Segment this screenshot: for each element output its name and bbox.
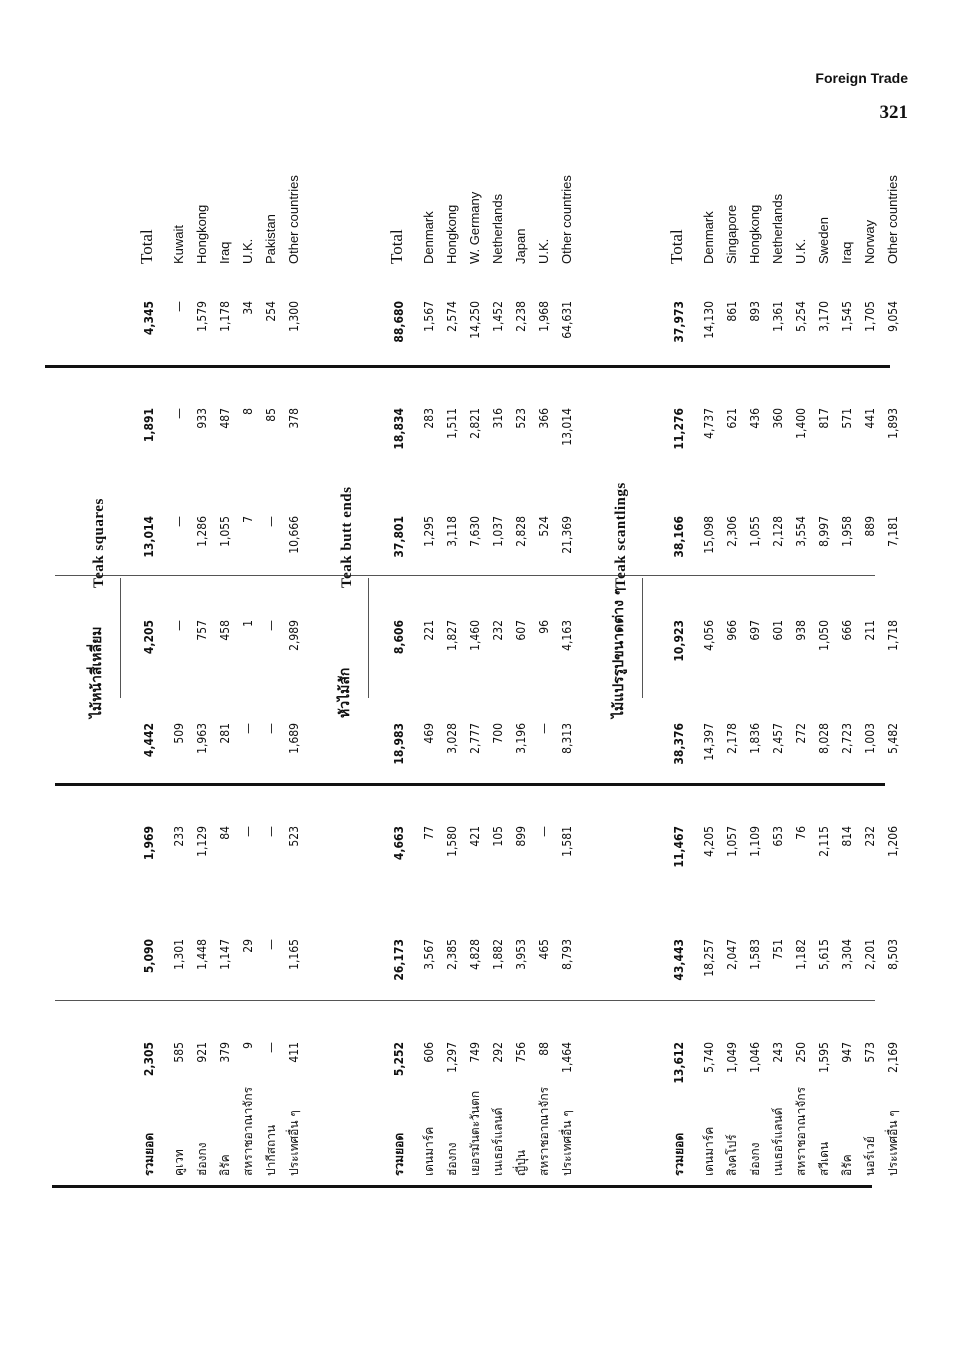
country-name-th: เยอรมันตะวันตก xyxy=(468,1090,482,1176)
total-value: 13,014 xyxy=(142,516,156,558)
table-cell-value: 1,511 xyxy=(445,408,459,439)
country-name-th: สหราชอาณาจักร xyxy=(241,1086,255,1176)
table-cell-value: 1,968 xyxy=(537,301,551,332)
section-title-en: Teak butt ends xyxy=(339,486,355,588)
table-cell-value: 211 xyxy=(863,620,877,641)
table-cell-value: 232 xyxy=(863,826,877,847)
table-cell-value: 817 xyxy=(817,408,831,429)
country-name-th: สหราชอาณาจักร xyxy=(794,1086,808,1176)
table-cell-value: 76 xyxy=(794,826,808,840)
table-cell-value: 7 xyxy=(241,516,255,523)
table-cell-value: 1,037 xyxy=(491,516,505,547)
table-cell-value: 1,583 xyxy=(748,939,762,970)
total-value: 4,663 xyxy=(392,826,406,861)
table-cell-value: 933 xyxy=(195,408,209,429)
table-cell-value: 3,196 xyxy=(514,723,528,754)
table-cell-value: 105 xyxy=(491,826,505,847)
table-cell-value: 1,705 xyxy=(863,301,877,332)
table-cell-value: 5,482 xyxy=(886,723,900,754)
country-name-en: Iraq xyxy=(217,241,232,264)
table-cell-value: 1,049 xyxy=(725,1042,739,1073)
table-cell-value: 1,581 xyxy=(560,826,574,857)
table-cell-value: 861 xyxy=(725,301,739,322)
country-name-en: Netherlands xyxy=(490,193,505,264)
country-name-th: ฮ่องกง xyxy=(195,1142,209,1176)
total-label-en: Total xyxy=(387,229,406,264)
table-cell-value: 272 xyxy=(794,723,808,744)
country-name-th: สหราชอาณาจักร xyxy=(537,1086,551,1176)
country-name-en: Singapore xyxy=(724,204,739,264)
table-cell-value: 4,828 xyxy=(468,939,482,970)
country-name-en: U.K. xyxy=(240,238,255,264)
table-cell-value: 2,238 xyxy=(514,301,528,332)
country-name-en: Denmark xyxy=(421,211,436,264)
table-cell-value: 1,361 xyxy=(771,301,785,332)
total-value: 11,467 xyxy=(672,826,686,868)
table-cell-value: 281 xyxy=(218,723,232,744)
table-cell-value: 523 xyxy=(514,408,528,429)
table-cell-value: 1,055 xyxy=(748,516,762,547)
table-cell-value: 436 xyxy=(748,408,762,429)
table-cell-value: 889 xyxy=(863,516,877,537)
table-cell-value: 1,958 xyxy=(840,516,854,547)
table-cell-value: 2,821 xyxy=(468,408,482,439)
table-cell-value: 85 xyxy=(264,408,278,422)
table-cell-value: 8 xyxy=(241,408,255,415)
table-cell-value: 465 xyxy=(537,939,551,960)
table-cell-value: — xyxy=(264,826,278,837)
section-title-th: ไม้หน้าสี่เหลี่ยม xyxy=(89,626,105,718)
table-cell-value: 250 xyxy=(794,1042,808,1063)
total-label-en: Total xyxy=(137,229,156,264)
table-cell-value: 666 xyxy=(840,620,854,641)
table-cell-value: 84 xyxy=(218,826,232,840)
total-label-en: Total xyxy=(667,229,686,264)
table-cell-value: 2,115 xyxy=(817,826,831,857)
table-cell-value: 3,304 xyxy=(840,939,854,970)
table-cell-value: 5,615 xyxy=(817,939,831,970)
table-cell-value: — xyxy=(172,408,186,419)
total-value: 88,680 xyxy=(392,301,406,343)
total-value: 1,891 xyxy=(142,408,156,443)
table-cell-value: 21,369 xyxy=(560,516,574,554)
table-cell-value: 378 xyxy=(287,408,301,429)
section-title-rule xyxy=(120,578,121,698)
table-cell-value: 1,046 xyxy=(748,1042,762,1073)
table-cell-value: 893 xyxy=(748,301,762,322)
table-cell-value: 8,503 xyxy=(886,939,900,970)
table-cell-value: 2,723 xyxy=(840,723,854,754)
total-value: 38,166 xyxy=(672,516,686,558)
table-cell-value: 751 xyxy=(771,939,785,960)
table-cell-value: 1,545 xyxy=(840,301,854,332)
table-cell-value: 221 xyxy=(422,620,436,641)
table-cell-value: 366 xyxy=(537,408,551,429)
table-cell-value: 966 xyxy=(725,620,739,641)
total-value: 1,969 xyxy=(142,826,156,861)
table-cell-value: 1,882 xyxy=(491,939,505,970)
table-cell-value: 571 xyxy=(840,408,854,429)
table-cell-value: 29 xyxy=(241,939,255,953)
table-cell-value: 1,718 xyxy=(886,620,900,651)
table-cell-value: 2,169 xyxy=(886,1042,900,1073)
section-header: Foreign Trade xyxy=(815,70,908,86)
table-cell-value: 1,206 xyxy=(886,826,900,857)
total-value: 37,801 xyxy=(392,516,406,558)
table-cell-value: 1,689 xyxy=(287,723,301,754)
table-cell-value: 254 xyxy=(264,301,278,322)
table-cell-value: 601 xyxy=(771,620,785,641)
country-name-en: Other countries xyxy=(885,175,900,264)
country-name-en: Netherlands xyxy=(770,193,785,264)
table-cell-value: — xyxy=(172,516,186,527)
table-cell-value: 1,055 xyxy=(218,516,232,547)
table-cell-value: 3,567 xyxy=(422,939,436,970)
table-cell-value: 14,250 xyxy=(468,301,482,339)
table-cell-value: 64,631 xyxy=(560,301,574,339)
total-label-th: รวมยอด xyxy=(392,1132,406,1176)
country-name-th: เนเธอร์แลนด์ xyxy=(771,1107,785,1176)
table-cell-value: 8,028 xyxy=(817,723,831,754)
table-cell-value: 3,118 xyxy=(445,516,459,547)
table-cell-value: — xyxy=(172,301,186,312)
table-cell-value: — xyxy=(241,723,255,734)
country-name-en: W. Germany xyxy=(467,191,482,264)
table-cell-value: — xyxy=(264,939,278,950)
total-value: 38,376 xyxy=(672,723,686,765)
table-cell-value: 1,963 xyxy=(195,723,209,754)
country-name-th: ประเทศอื่น ๆ xyxy=(560,1110,574,1176)
country-name-en: Hongkong xyxy=(747,204,762,264)
table-cell-value: 1,109 xyxy=(748,826,762,857)
table-cell-value: 621 xyxy=(725,408,739,429)
table-cell-value: 8,313 xyxy=(560,723,574,754)
table-cell-value: 1,595 xyxy=(817,1042,831,1073)
table-cell-value: 524 xyxy=(537,516,551,537)
table-cell-value: 607 xyxy=(514,620,528,641)
country-name-th: เนเธอร์แลนด์ xyxy=(491,1107,505,1176)
table-cell-value: 4,056 xyxy=(702,620,716,651)
country-name-en: Pakistan xyxy=(263,214,278,264)
country-name-th: เดนมาร์ค xyxy=(702,1126,716,1176)
table-cell-value: — xyxy=(264,620,278,631)
total-label-th: รวมยอด xyxy=(142,1132,156,1176)
table-cell-value: — xyxy=(537,723,551,734)
total-value: 8,606 xyxy=(392,620,406,655)
table-cell-value: 34 xyxy=(241,301,255,315)
table-cell-value: 3,953 xyxy=(514,939,528,970)
table-cell-value: 2,047 xyxy=(725,939,739,970)
table-cell-value: 2,777 xyxy=(468,723,482,754)
country-name-th: นอร์เวย์ xyxy=(863,1136,877,1176)
table-cell-value: 1,295 xyxy=(422,516,436,547)
section-title-rule xyxy=(642,578,643,698)
table-cell-value: 1,297 xyxy=(445,1042,459,1073)
table-cell-value: 756 xyxy=(514,1042,528,1063)
country-name-en: Other countries xyxy=(286,175,301,264)
table-cell-value: 1,182 xyxy=(794,939,808,970)
table-cell-value: 2,201 xyxy=(863,939,877,970)
table-cell-value: 4,205 xyxy=(702,826,716,857)
table-cell-value: 458 xyxy=(218,620,232,641)
country-name-en: Sweden xyxy=(816,217,831,264)
table-cell-value: 757 xyxy=(195,620,209,641)
total-value: 18,983 xyxy=(392,723,406,765)
table-cell-value: 232 xyxy=(491,620,505,641)
table-cell-value: 1,464 xyxy=(560,1042,574,1073)
country-name-en: U.K. xyxy=(536,238,551,264)
country-name-th: ญี่ปุ่น xyxy=(514,1149,528,1176)
total-value: 26,173 xyxy=(392,939,406,981)
table-cell-value: 2,457 xyxy=(771,723,785,754)
country-name-th: สวีเดน xyxy=(817,1141,831,1176)
table-cell-value: 7,181 xyxy=(886,516,900,547)
country-name-th: ฮ่องกง xyxy=(748,1142,762,1176)
table-cell-value: 411 xyxy=(287,1042,301,1063)
table-cell-value: 15,098 xyxy=(702,516,716,554)
table-cell-value: 5,740 xyxy=(702,1042,716,1073)
country-name-th: อิรัค xyxy=(840,1154,854,1176)
table-cell-value: 1,580 xyxy=(445,826,459,857)
table-cell-value: 1,165 xyxy=(287,939,301,970)
table-cell-value: 1,003 xyxy=(863,723,877,754)
country-name-th: อิรัค xyxy=(218,1154,232,1176)
table-cell-value: 2,574 xyxy=(445,301,459,332)
total-value: 4,345 xyxy=(142,301,156,336)
table-cell-value: 585 xyxy=(172,1042,186,1063)
table-cell-value: 233 xyxy=(172,826,186,847)
table-cell-value: 9,054 xyxy=(886,301,900,332)
table-cell-value: 4,163 xyxy=(560,620,574,651)
table-cell-value: 88 xyxy=(537,1042,551,1056)
total-value: 13,612 xyxy=(672,1042,686,1084)
country-name-en: U.K. xyxy=(793,238,808,264)
country-name-th: คูเวท xyxy=(172,1149,186,1176)
country-name-th: ปากีสถาน xyxy=(264,1124,278,1176)
table-cell-value: 2,178 xyxy=(725,723,739,754)
table-cell-value: 2,128 xyxy=(771,516,785,547)
table-cell-value: 606 xyxy=(422,1042,436,1063)
table-cell-value: 509 xyxy=(172,723,186,744)
table-cell-value: 2,989 xyxy=(287,620,301,651)
table-cell-value: 921 xyxy=(195,1042,209,1063)
table-cell-value: 14,130 xyxy=(702,301,716,339)
table-cell-value: 7,630 xyxy=(468,516,482,547)
table-cell-value: 1,057 xyxy=(725,826,739,857)
table-cell-value: 292 xyxy=(491,1042,505,1063)
country-name-en: Norway xyxy=(862,219,877,264)
table-cell-value: 1,147 xyxy=(218,939,232,970)
table-cell-value: 1 xyxy=(241,620,255,627)
total-label-th: รวมยอด xyxy=(672,1132,686,1176)
country-name-th: ประเทศอื่น ๆ xyxy=(886,1110,900,1176)
table-cell-value: 1,452 xyxy=(491,301,505,332)
total-value: 43,443 xyxy=(672,939,686,981)
total-value: 5,090 xyxy=(142,939,156,974)
rotated-trade-table xyxy=(40,175,900,1188)
country-name-th: สิงคโปร์ xyxy=(725,1134,739,1176)
table-cell-value: 1,579 xyxy=(195,301,209,332)
table-cell-value: 1,448 xyxy=(195,939,209,970)
table-cell-value: 14,397 xyxy=(702,723,716,761)
section-title-th: ไม้แปรรูปขนาดต่าง ๆ xyxy=(611,587,627,718)
country-name-en: Hongkong xyxy=(194,204,209,264)
table-cell-value: 3,554 xyxy=(794,516,808,547)
table-cell-value: 1,827 xyxy=(445,620,459,651)
table-cell-value: 749 xyxy=(468,1042,482,1063)
table-cell-value: 316 xyxy=(491,408,505,429)
table-cell-value: 96 xyxy=(537,620,551,634)
total-value: 10,923 xyxy=(672,620,686,662)
table-cell-value: 243 xyxy=(771,1042,785,1063)
table-cell-value: 1,301 xyxy=(172,939,186,970)
total-value: 2,305 xyxy=(142,1042,156,1077)
table-cell-value: — xyxy=(264,723,278,734)
country-name-en: Hongkong xyxy=(444,204,459,264)
table-cell-value: 379 xyxy=(218,1042,232,1063)
table-cell-value: 18,257 xyxy=(702,939,716,977)
country-name-th: ประเทศอื่น ๆ xyxy=(287,1110,301,1176)
table-cell-value: 814 xyxy=(840,826,854,847)
table-cell-value: 1,567 xyxy=(422,301,436,332)
table-cell-value: 469 xyxy=(422,723,436,744)
table-cell-value: 13,014 xyxy=(560,408,574,446)
table-cell-value: 1,178 xyxy=(218,301,232,332)
table-cell-value: 1,893 xyxy=(886,408,900,439)
table-cell-value: 8,997 xyxy=(817,516,831,547)
total-value: 4,442 xyxy=(142,723,156,758)
table-cell-value: 700 xyxy=(491,723,505,744)
total-value: 5,252 xyxy=(392,1042,406,1077)
table-cell-value: 360 xyxy=(771,408,785,429)
section-title-en: Teak scantlings xyxy=(613,482,629,588)
table-cell-value: 1,836 xyxy=(748,723,762,754)
table-cell-value: 697 xyxy=(748,620,762,641)
table-cell-value: 938 xyxy=(794,620,808,641)
column-rule-labels xyxy=(52,1185,872,1188)
section-title-en: Teak squares xyxy=(91,498,107,588)
total-value: 37,973 xyxy=(672,301,686,343)
section-title-rule xyxy=(368,578,369,698)
country-name-en: Kuwait xyxy=(171,224,186,264)
country-name-en: Denmark xyxy=(701,211,716,264)
section-title-th: หัวไม้สัก xyxy=(337,667,353,718)
country-name-en: Japan xyxy=(513,228,528,264)
page-number: 321 xyxy=(879,102,908,123)
table-cell-value: 1,460 xyxy=(468,620,482,651)
table-cell-value: 5,254 xyxy=(794,301,808,332)
table-cell-value: 441 xyxy=(863,408,877,429)
table-cell-value: 283 xyxy=(422,408,436,429)
table-cell-value: 1,300 xyxy=(287,301,301,332)
table-cell-value: — xyxy=(172,620,186,631)
table-cell-value: 899 xyxy=(514,826,528,847)
table-cell-value: 487 xyxy=(218,408,232,429)
country-name-th: ฮ่องกง xyxy=(445,1142,459,1176)
table-cell-value: 947 xyxy=(840,1042,854,1063)
table-cell-value: 10,666 xyxy=(287,516,301,554)
table-cell-value: 653 xyxy=(771,826,785,847)
table-cell-value: — xyxy=(264,516,278,527)
total-value: 11,276 xyxy=(672,408,686,450)
table-cell-value: 1,050 xyxy=(817,620,831,651)
country-name-en: Other countries xyxy=(559,175,574,264)
table-cell-value: 2,828 xyxy=(514,516,528,547)
table-cell-value: 3,028 xyxy=(445,723,459,754)
total-value: 18,834 xyxy=(392,408,406,450)
table-cell-value: — xyxy=(264,1042,278,1053)
total-value: 4,205 xyxy=(142,620,156,655)
table-cell-value: 1,129 xyxy=(195,826,209,857)
table-cell-value: 2,306 xyxy=(725,516,739,547)
table-cell-value: 421 xyxy=(468,826,482,847)
country-name-th: เดนมาร์ค xyxy=(422,1126,436,1176)
table-cell-value: — xyxy=(241,826,255,837)
table-cell-value: 77 xyxy=(422,826,436,840)
table-cell-value: 9 xyxy=(241,1042,255,1049)
table-cell-value: 1,400 xyxy=(794,408,808,439)
table-cell-value: 8,793 xyxy=(560,939,574,970)
country-name-en: Iraq xyxy=(839,241,854,264)
table-cell-value: 3,170 xyxy=(817,301,831,332)
table-cell-value: 523 xyxy=(287,826,301,847)
table-cell-value: 2,385 xyxy=(445,939,459,970)
table-cell-value: — xyxy=(537,826,551,837)
table-cell-value: 573 xyxy=(863,1042,877,1063)
table-cell-value: 1,286 xyxy=(195,516,209,547)
table-cell-value: 4,737 xyxy=(702,408,716,439)
